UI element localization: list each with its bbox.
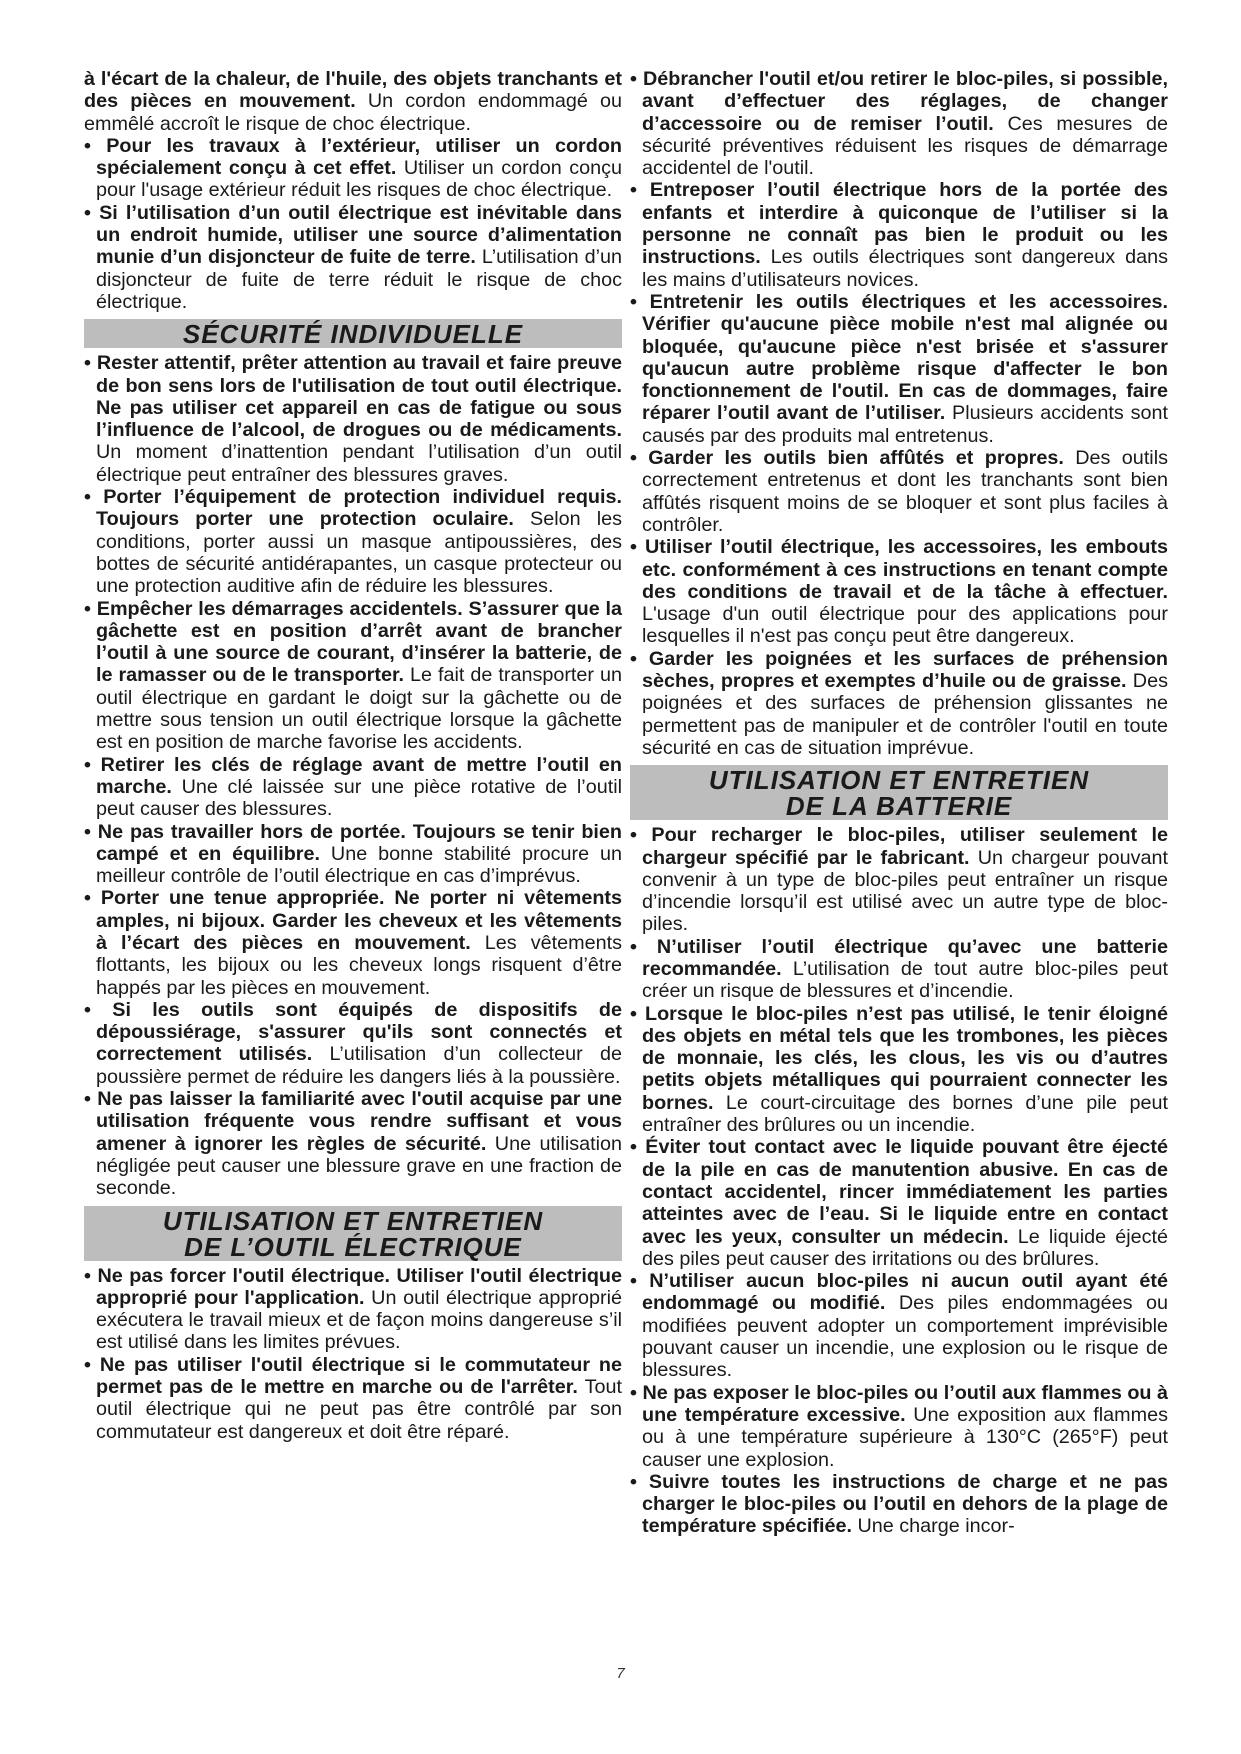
bullet-text: Les outils électriques sont dangereux dans les mains d’utilisateurs novices. — [642, 246, 1168, 291]
heading-line: UTILISATION ET ENTRETIEN — [708, 765, 1090, 796]
bullet-text: Le liquide éjecté des piles peut causer des irritations ou des brûlures. — [642, 1225, 1168, 1270]
bullet-text: L’utilisation d’un collecteur de poussière permet de réduire les dangers liés à la poussière. — [96, 1043, 622, 1088]
section-heading-personal-safety — [84, 319, 622, 348]
bullet-bold: Si les outils sont équipés de dispositifs de dépoussiérage, s'assurer qu'ils sont connectés et correctement utilisés. — [96, 998, 623, 1066]
bullet-bold: Empêcher les démarrages accidentels. S’assurer que la gâchette est en position d’arrêt avant de brancher l’outil à une source de courant, d’insérer la batterie, de le ramasser ou de le transporter. — [96, 597, 623, 687]
bullet-bold: Garder les poignées et les surfaces de préhension sèches, propres et exemptes d’huile ou de graisse. — [642, 647, 1168, 693]
page-number: 7 — [616, 1665, 625, 1682]
bullet-bold: Ne pas exposer le bloc-piles ou l’outil aux flammes ou à une température excessive. — [642, 1381, 1169, 1426]
bullet-text: Selon les conditions, porter aussi un masque antipoussières, des bottes de sécurité antidérapantes, un casque protecteur ou une protection auditive afin de réduire les blessures. — [96, 508, 622, 598]
heading-line: DE L’OUTIL ÉLECTRIQUE — [184, 1231, 522, 1262]
bullet-bold: Utiliser l’outil électrique, les accessoires, les embouts etc. conformément à ces instructions en tenant compte des conditions de travail et de la tâche à effectuer. — [642, 536, 1169, 603]
bullet-text: Une clé laissée sur une pièce rotative de l’outil peut causer des blessures. — [96, 775, 622, 821]
bullet-text: Un chargeur pouvant convenir à un type de bloc-piles peut entraîner un risque d’incendie lorsqu’il est utilisé avec un autre type de bloc-piles. — [642, 846, 1168, 936]
bullet-bold: Garder les outils bien affûtés et propres. — [648, 447, 1064, 470]
bullet-text: Des outils correctement entretenus et dont les tranchants sont bien affûtés risquent moins de se bloquer et sont plus faciles à contrôler. — [642, 447, 1168, 536]
bullet-item — [630, 1270, 1168, 1381]
bullet-bold: Si l’utilisation d’un outil électrique est inévitable dans un endroit humide, utiliser une source d’alimentation munie d’un disjoncteur de fuite de terre. — [96, 201, 623, 269]
bullet-bold: Ne pas laisser la familiarité avec l'outil acquise par une utilisation fréquente vous rendre suffisant et vous amener à ignorer les règles de sécurité. — [96, 1088, 623, 1155]
bullet-item — [84, 598, 622, 754]
bullet-bold: Entretenir les outils électriques et les accessoires. Vérifier qu'aucune pièce mobile n'est mal alignée ou bloquée, qu'aucune pièce n'est brisée et s'assurer qu'aucun autre problème risque d'affecter le bon fonctionnement de l'outil. En cas de dommages, faire réparer l’outil avant de l’utiliser. — [642, 290, 1168, 425]
bullet-bold: Suivre toutes les instructions de charge et ne pas charger le bloc-piles ou l’outil en dehors de la plage de température spécifiée. — [642, 1470, 1169, 1538]
bullet-item — [630, 1136, 1168, 1270]
section-heading-tool-use-care — [84, 1206, 622, 1261]
bullet-text: Une utilisation négligée peut causer une blessure grave en une fraction de seconde. — [96, 1132, 623, 1200]
bullet-item — [84, 1354, 622, 1443]
bullet-bold: Éviter tout contact avec le liquide pouvant être éjecté de la pile en cas de manutention abusive. En cas de contact accidentel, rincer immédiatement les parties atteintes avec de l’eau. Si le liquide entre en contact avec les yeux, consulter un médecin. — [642, 1136, 1168, 1248]
paragraph — [84, 68, 622, 135]
bullet-text: L'usage d'un outil électrique pour des applications pour lesquelles il n'est pas conçu peut être dangereux. — [642, 603, 1168, 648]
bullet-item — [84, 352, 622, 486]
bullet-text: L’utilisation de tout autre bloc-piles peut créer un risque de blessures et d’incendie. — [642, 957, 1168, 1003]
bullet-text: Le court-circuitage des bornes d’une pile peut entraîner des brûlures ou un incendie. — [642, 1091, 1168, 1137]
bullet-item — [84, 999, 622, 1088]
bullet-item — [630, 291, 1168, 447]
section-heading-battery-use-care — [630, 765, 1168, 820]
bullet-bold: Porter l’équipement de protection individuel requis. Toujours porter une protection oculaire. — [96, 486, 622, 531]
bullet-item — [630, 447, 1168, 536]
bullet-text: Le fait de transporter un outil électrique en gardant le doigt sur la gâchette ou de mettre sous tension un outil électrique lorsque la gâchette est en position de marche favorise les accidents. — [96, 664, 622, 754]
bullet-text: Une exposition aux flammes ou à une température supérieure à 130°C (265°F) peut causer une explosion. — [642, 1403, 1168, 1471]
right-column — [630, 68, 1168, 1538]
bullet-item — [630, 824, 1168, 935]
bullet-bold: Ne pas utiliser l'outil électrique si le commutateur ne permet pas de le mettre en marche ou de l'arrêter. — [96, 1353, 622, 1399]
bullet-text: Une charge incor- — [852, 1515, 1015, 1538]
bullet-bold: Débrancher l'outil et/ou retirer le bloc-piles, si possible, avant d’effectuer des réglages, de changer d’accessoire ou de remiser l’outil. — [642, 68, 1168, 135]
bullet-bold: Retirer les clés de réglage avant de mettre l’outil en marche. — [96, 753, 622, 798]
bullet-text: Une bonne stabilité procure un meilleur contrôle de l’outil électrique en cas d’imprévus. — [96, 842, 622, 888]
bullet-text: Un outil électrique approprié exécutera le travail mieux et de façon moins dangereuse s’il est utilisé dans les limites prévues. — [96, 1286, 622, 1354]
bullet-bold: N’utiliser l’outil électrique qu’avec une batterie recommandée. — [642, 935, 1168, 980]
bullet-bold: Ne pas travailler hors de portée. Toujours se tenir bien campé et en équilibre. — [96, 820, 623, 865]
bullet-bold: Pour les travaux à l’extérieur, utiliser un cordon spécialement conçu à cet effet. — [96, 134, 623, 180]
bullet-text: L’utilisation d’un disjoncteur de fuite de terre réduit le risque de choc électrique. — [96, 246, 622, 313]
bullet-item — [84, 754, 622, 821]
bullet-text: Un moment d’inattention pendant l’utilisation d’un outil électrique peut entraîner des blessures graves. — [96, 441, 622, 486]
bullet-text: Des poignées et des surfaces de préhension glissantes ne permettent pas de manipuler et de contrôler l'outil en toute sécurité en cas de situation imprévue. — [642, 670, 1168, 759]
heading-line: DE LA BATTERIE — [785, 791, 1013, 822]
bullet-item — [630, 1382, 1168, 1471]
bullet-item — [84, 486, 622, 597]
bullet-item — [630, 1471, 1168, 1538]
bullet-text: Tout outil électrique qui ne peut pas être contrôlé par son commutateur est dangereux et doit être réparé. — [96, 1376, 622, 1443]
bullet-item — [630, 68, 1168, 179]
heading-line: UTILISATION ET ENTRETIEN — [162, 1205, 544, 1236]
bullet-bold: Entreposer l’outil électrique hors de la portée des enfants et interdire à quiconque de l’utiliser si la personne ne connaît pas bien le produit ou les instructions. — [642, 179, 1168, 269]
bullet-bold: Porter une tenue appropriée. Ne porter ni vêtements amples, ni bijoux. Garder les cheveux et les vêtements à l’écart des pièces en mouvement. — [96, 887, 622, 954]
bullet-item — [84, 1088, 622, 1199]
bullet-text: Les vêtements flottants, les bijoux ou les cheveux longs risquent d’être happés par les pièces en mouvement. — [96, 931, 622, 999]
bullet-bold: Pour recharger le bloc-piles, utiliser seulement le chargeur spécifié par le fabricant. — [642, 824, 1168, 869]
bullet-text: Ces mesures de sécurité préventives réduisent les risques de démarrage accidentel de l'outil. — [642, 112, 1168, 180]
bullet-item — [84, 202, 622, 313]
bullet-item — [630, 648, 1168, 759]
paragraph-bold: à l'écart de la chaleur, de l'huile, des objets tranchants et des pièces en mouvement. — [84, 68, 622, 113]
bullet-bold: Lorsque le bloc-piles n’est pas utilisé, le tenir éloigné des objets en métal tels que les trombones, les pièces de monnaie, les clés, les clous, les vis ou d’autres petits objets métalliques qui pourraient connecter les bornes. — [642, 1002, 1168, 1114]
bullet-item — [630, 1003, 1168, 1137]
bullet-bold: N’utiliser aucun bloc-piles ni aucun outil ayant été endommagé ou modifié. — [642, 1270, 1168, 1315]
bullet-text: Des piles endommagées ou modifiées peuvent adopter un comportement imprévisible pouvant causer un incendie, une explosion ou le risque de blessures. — [642, 1292, 1168, 1382]
bullet-bold: Rester attentif, prêter attention au travail et faire preuve de bon sens lors de l'utilisation de tout outil électrique. Ne pas utiliser cet appareil en cas de fatigue ou sous l’influence de l’alcool, de drogues ou de médicaments. — [96, 352, 623, 442]
bullet-text: Plusieurs accidents sont causés par des produits mal entretenus. — [642, 402, 1168, 447]
heading-text: SÉCURITÉ INDIVIDUELLE — [182, 319, 524, 350]
bullet-item — [630, 179, 1168, 290]
bullet-item — [84, 821, 622, 888]
bullet-item — [630, 936, 1168, 1003]
bullet-item — [84, 135, 622, 202]
left-column — [84, 68, 622, 1443]
bullet-text: Utiliser un cordon conçu pour l'usage extérieur réduit les risques de choc électrique. — [96, 157, 623, 202]
bullet-item — [630, 536, 1168, 647]
bullet-bold: Ne pas forcer l'outil électrique. Utiliser l'outil électrique approprié pour l'application. — [96, 1264, 623, 1309]
bullet-item — [84, 1265, 622, 1354]
paragraph-text: Un cordon endommagé ou emmêlé accroît le risque de choc électrique. — [84, 90, 622, 135]
bullet-item — [84, 887, 622, 998]
